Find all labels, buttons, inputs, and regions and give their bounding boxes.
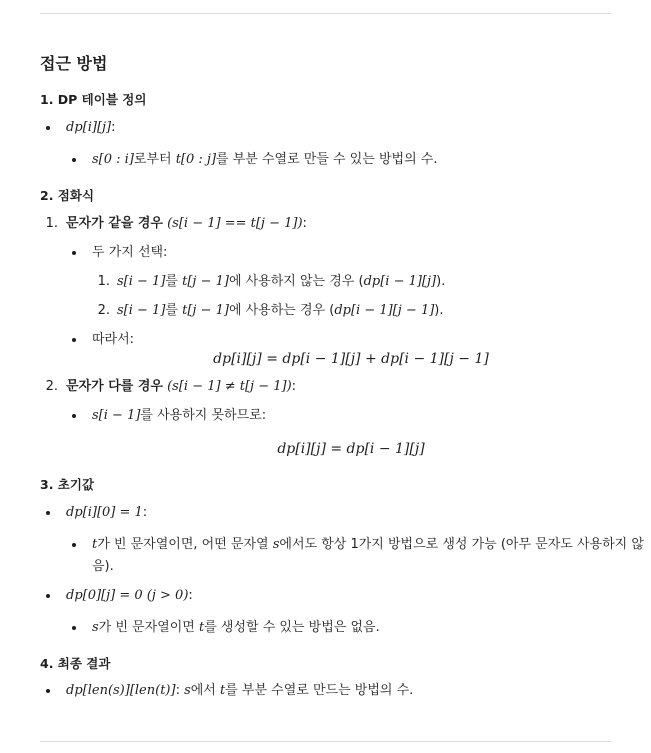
colon-text: :	[302, 216, 307, 231]
text-fragment: 에 사용하는 경우 (	[228, 303, 335, 318]
math-fragment: t[j − 1]	[182, 303, 229, 318]
formula-case2: dp[i][j] = dp[i − 1][j]	[277, 441, 425, 457]
math-fragment: dp[i][0] = 1	[66, 505, 143, 520]
math-case2-cond: (s[i − 1] ≠ t[j − 1])	[167, 379, 292, 394]
section-1-heading: 1. DP 테이블 정의	[40, 92, 147, 107]
bullet-dot	[46, 511, 50, 515]
section-2-heading: 2. 점화식	[40, 188, 95, 203]
s3-subitem-1	[92, 536, 644, 554]
s3-item-1	[66, 504, 147, 522]
bullet-dot	[72, 251, 76, 255]
bullet-dot	[72, 414, 76, 418]
list-number: 1.	[45, 216, 58, 231]
text-fragment: 에서	[190, 683, 220, 698]
bullet-dot	[72, 543, 76, 547]
colon-text: :	[142, 505, 148, 520]
list-number: 2.	[45, 379, 58, 394]
colon-text: :	[291, 379, 297, 394]
case2-label: 문자가 다를 경우	[66, 379, 163, 394]
math-fragment: t[j − 1]	[182, 274, 229, 289]
bullet-dot	[46, 594, 50, 598]
text-fragment: 를 부분 수열로 만드는 방법의 수.	[225, 683, 414, 698]
text-fragment: 에서도 항상 1가지 방법으로 생성 가능 (아무 문자도 사용하지 않	[279, 537, 644, 552]
colon-text: :	[111, 120, 116, 135]
math-fragment: dp[i − 1][j − 1]	[334, 303, 435, 318]
case1-item	[66, 215, 307, 233]
math-fragment: s	[92, 620, 99, 635]
text-fragment: 가 빈 문자열이면	[98, 620, 199, 635]
text-fragment: 를 생성할 수 있는 방법은 없음.	[204, 620, 380, 635]
top-divider	[40, 13, 611, 14]
s1-subitem	[92, 151, 437, 169]
section-4-heading: 4. 최종 결과	[40, 656, 111, 671]
bullet-dot	[72, 626, 76, 630]
list-number: 1.	[97, 274, 110, 289]
bullet-dot	[72, 338, 76, 342]
text-fragment: 를 부분 수열로 만들 수 있는 방법의 수.	[216, 152, 438, 167]
math-fragment: t	[92, 537, 98, 552]
page-title: 접근 방법	[40, 54, 108, 73]
math-s-prefix: s[0 : i]	[92, 152, 134, 167]
option-1	[117, 273, 445, 291]
section-3-heading: 3. 초기값	[40, 477, 95, 492]
math-fragment: t	[220, 683, 226, 698]
colon-text: :	[188, 588, 193, 603]
math-dp-ij: dp[i][j]	[66, 120, 112, 135]
math-fragment: s	[272, 537, 280, 552]
s3-subitem-1-wrap: 음).	[92, 559, 114, 574]
text-fragment: ).	[436, 274, 446, 289]
s3-item-2	[66, 587, 193, 605]
text-fragment: 에 사용하지 않는 경우 (	[228, 274, 364, 289]
bullet-dot	[46, 126, 50, 130]
therefore-text: 따라서:	[92, 332, 135, 347]
case1-label: 문자가 같을 경우	[66, 216, 163, 231]
math-fragment: s[i − 1]	[92, 408, 141, 423]
text-fragment: 로부터	[133, 152, 176, 167]
math-fragment: dp[len(s)][len(t)]	[66, 683, 176, 698]
math-fragment: dp[i − 1][j]	[363, 274, 437, 289]
s3-subitem-2	[92, 619, 380, 637]
text-fragment: 가 빈 문자열이면, 어떤 문자열	[97, 537, 273, 552]
bottom-divider	[40, 741, 611, 742]
text-fragment: 를	[165, 274, 183, 289]
option-2	[117, 302, 444, 320]
s4-item	[66, 682, 413, 700]
text-fragment: ).	[434, 303, 444, 318]
math-t-prefix: t[0 : j]	[175, 152, 217, 167]
math-fragment: s	[184, 683, 191, 698]
math-fragment: s[i − 1]	[117, 303, 166, 318]
formula-case1: dp[i][j] = dp[i − 1][j] + dp[i − 1][j − 1]	[213, 351, 489, 367]
text-fragment: :	[175, 683, 185, 698]
text-fragment: 를 사용하지 못하므로:	[140, 408, 267, 423]
s1-item	[66, 119, 116, 137]
math-fragment: s[i − 1]	[117, 274, 166, 289]
two-choices-text: 두 가지 선택:	[92, 245, 168, 260]
case2-item	[66, 378, 296, 396]
list-number: 2.	[97, 303, 110, 318]
bullet-dot	[72, 158, 76, 162]
bullet-dot	[46, 689, 50, 693]
math-case1-cond: (s[i − 1] == t[j − 1])	[167, 216, 303, 231]
text-fragment: 를	[165, 303, 183, 318]
math-fragment: dp[0][j] = 0 (j > 0)	[66, 588, 189, 603]
math-fragment: t	[198, 620, 205, 635]
case2-subitem	[92, 407, 266, 425]
